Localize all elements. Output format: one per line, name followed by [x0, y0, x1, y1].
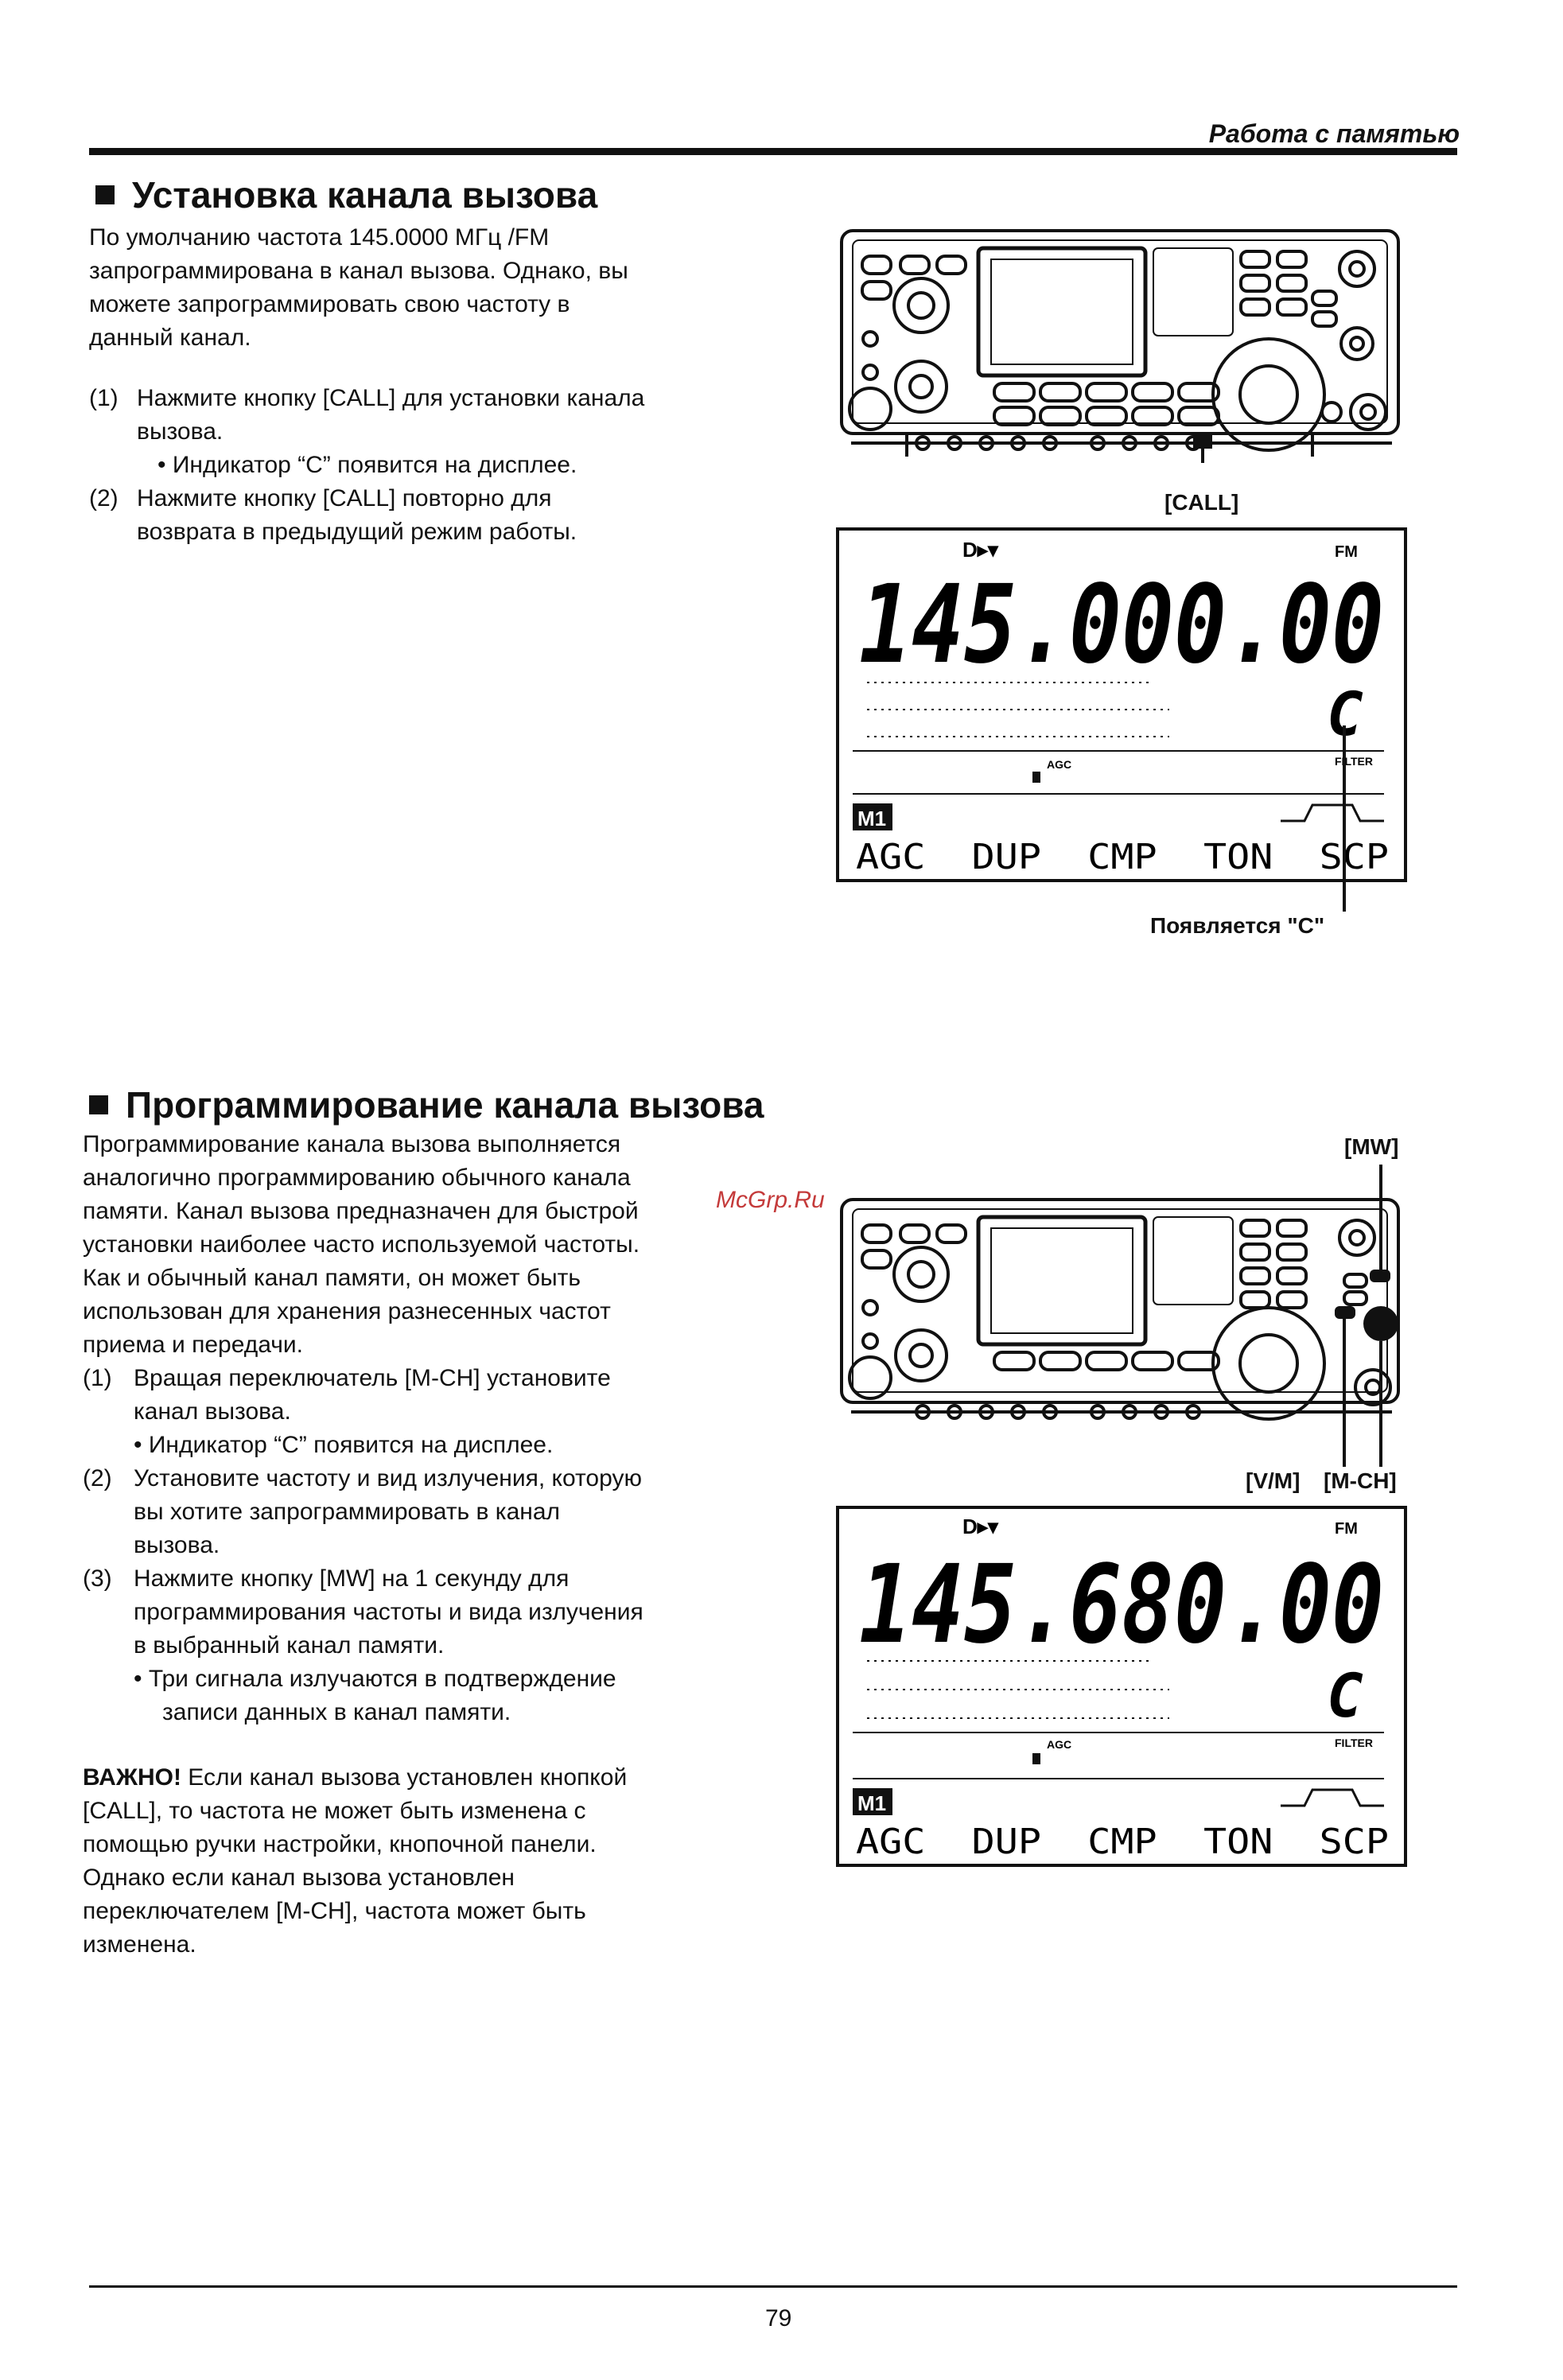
- vm-key-highlight: [1335, 1306, 1355, 1319]
- heading-bullet-icon: [95, 185, 115, 204]
- lcd-filter-label: FILTER: [1335, 755, 1373, 768]
- intro-line: Программирование канала вызова выполняется: [83, 1131, 621, 1157]
- lcd-agc-label: AGC: [1047, 758, 1072, 771]
- lcd-function-menu: AGC DUP CMP TON SCP: [856, 1822, 1389, 1862]
- lcd-display-2: [835, 1505, 1408, 1868]
- important-note: ВАЖНО! Если канал вызова установлен кнопкой [CALL], то частота не может быть изменена с помощью ручки настройки, кнопочной панели. Однако если канал вызова установлен переключателем [M-CH], частота может быть изменена.: [83, 1764, 628, 1958]
- lcd-frequency: 145.680.00: [859, 1542, 1384, 1668]
- section2-intro: [83, 1128, 815, 1362]
- lcd-function-menu: AGC DUP CMP TON SCP: [856, 837, 1389, 877]
- intro-line: использован для хранения разнесенных частот: [83, 1298, 611, 1324]
- callout-vm: [V/M]: [1246, 1468, 1301, 1493]
- s2-step2: [134, 1462, 818, 1562]
- section1-intro: [89, 221, 805, 355]
- s1-step2-number: (2): [89, 485, 119, 511]
- important-label: ВАЖНО!: [83, 1764, 181, 1791]
- intro-line: можете запрограммировать свою частоту в: [89, 291, 570, 317]
- s1-step2: [137, 482, 821, 549]
- m-ch-knob-highlight: [1363, 1306, 1398, 1341]
- lcd-call-indicator: C: [1327, 1660, 1363, 1731]
- lcd-agc-label: AGC: [1047, 1738, 1072, 1751]
- s2-step3: [134, 1562, 818, 1662]
- intro-line: запрограммирована в канал вызова. Однако, вы: [89, 258, 628, 284]
- section2-title: Программирование канала вызова: [126, 1084, 764, 1126]
- s2-step1-number: (1): [83, 1365, 112, 1391]
- step-line: возврата в предыдущий режим работы.: [137, 519, 577, 545]
- step-line: Нажмите кнопку [MW] на 1 секунду для: [134, 1565, 570, 1592]
- intro-line: По умолчанию частота 145.0000 МГц /FM: [89, 224, 550, 251]
- bullet-dot-icon: •: [134, 1432, 149, 1458]
- running-header: Работа с памятью: [1208, 119, 1460, 148]
- step-line: вызова.: [134, 1532, 220, 1558]
- lcd-call-indicator: C: [1327, 679, 1363, 749]
- dualwatch-indicator: D▸▾: [962, 1515, 998, 1538]
- s2-step3-number: (3): [83, 1565, 112, 1592]
- s2-step1: [134, 1362, 818, 1429]
- s2-step3-bullet: • Три сигнала излучаются в подтверждение записи данных в канал памяти.: [134, 1666, 616, 1725]
- s2-step1-bullet: • Индикатор “C” появится на дисплее.: [134, 1432, 554, 1458]
- step-line: вы хотите запрограммировать в канал: [134, 1499, 561, 1525]
- heading-bullet-icon: [89, 1095, 108, 1114]
- call-key-highlight: [1193, 434, 1212, 449]
- lcd-display-1: [835, 527, 1408, 883]
- lcd-frequency: 145.000.00: [859, 562, 1384, 688]
- bullet-dot-icon: •: [134, 1666, 149, 1692]
- page-number: 79: [765, 2305, 792, 2331]
- dualwatch-indicator: D▸▾: [962, 538, 998, 562]
- intro-line: данный канал.: [89, 325, 251, 351]
- s1-step1: [137, 382, 821, 449]
- callout-call: [CALL]: [1164, 490, 1239, 515]
- step-line: Нажмите кнопку [CALL] повторно для: [137, 485, 552, 511]
- lcd-filter-label: FILTER: [1335, 1736, 1373, 1749]
- s1-step1-bullet: • Индикатор “C” появится на дисплее.: [157, 452, 577, 478]
- lcd-mode-fm: FM: [1335, 1520, 1358, 1538]
- bullet-dot-icon: •: [157, 452, 173, 478]
- s2-step2-number: (2): [83, 1465, 112, 1491]
- step-line: Вращая переключатель [M-CH] установите: [134, 1365, 611, 1391]
- section1-heading: [95, 173, 597, 216]
- callout-c-leader: [1343, 883, 1347, 912]
- callout-appears-c: Появляется "C": [1150, 913, 1325, 938]
- radio-front-panel-illustration-2: [835, 1165, 1408, 1467]
- watermark-text: McGrp.Ru: [716, 1187, 825, 1213]
- intro-line: приема и передачи.: [83, 1332, 304, 1358]
- mw-key-highlight: [1370, 1270, 1390, 1282]
- intro-line: аналогично программированию обычного канала: [83, 1165, 631, 1191]
- callout-mw: [MW]: [1344, 1134, 1399, 1159]
- section2-heading: [89, 1083, 764, 1126]
- s1-step1-number: (1): [89, 385, 119, 411]
- lcd-memory-indicator: M1: [857, 807, 887, 830]
- intro-line: памяти. Канал вызова предназначен для быстрой: [83, 1198, 639, 1224]
- step-line: программирования частоты и вида излучения: [134, 1599, 643, 1625]
- step-line: Нажмите кнопку [CALL] для установки канала: [137, 385, 645, 411]
- radio-front-panel-illustration-1: [835, 224, 1408, 463]
- step-line: в выбранный канал памяти.: [134, 1632, 445, 1659]
- step-line: канал вызова.: [134, 1398, 291, 1425]
- header-rule: [89, 148, 1457, 155]
- step-line: Установите частоту и вид излучения, которую: [134, 1465, 642, 1491]
- intro-line: Как и обычный канал памяти, он может быть: [83, 1265, 581, 1291]
- section1-title: Установка канала вызова: [132, 174, 598, 216]
- intro-line: установки наиболее часто используемой частоты.: [83, 1231, 640, 1258]
- lcd-mode-fm: FM: [1335, 543, 1358, 561]
- lcd-memory-indicator: M1: [857, 1791, 887, 1815]
- step-line: вызова.: [137, 418, 224, 445]
- callout-mch: [M-CH]: [1324, 1468, 1397, 1493]
- footer-rule: [89, 2285, 1457, 2288]
